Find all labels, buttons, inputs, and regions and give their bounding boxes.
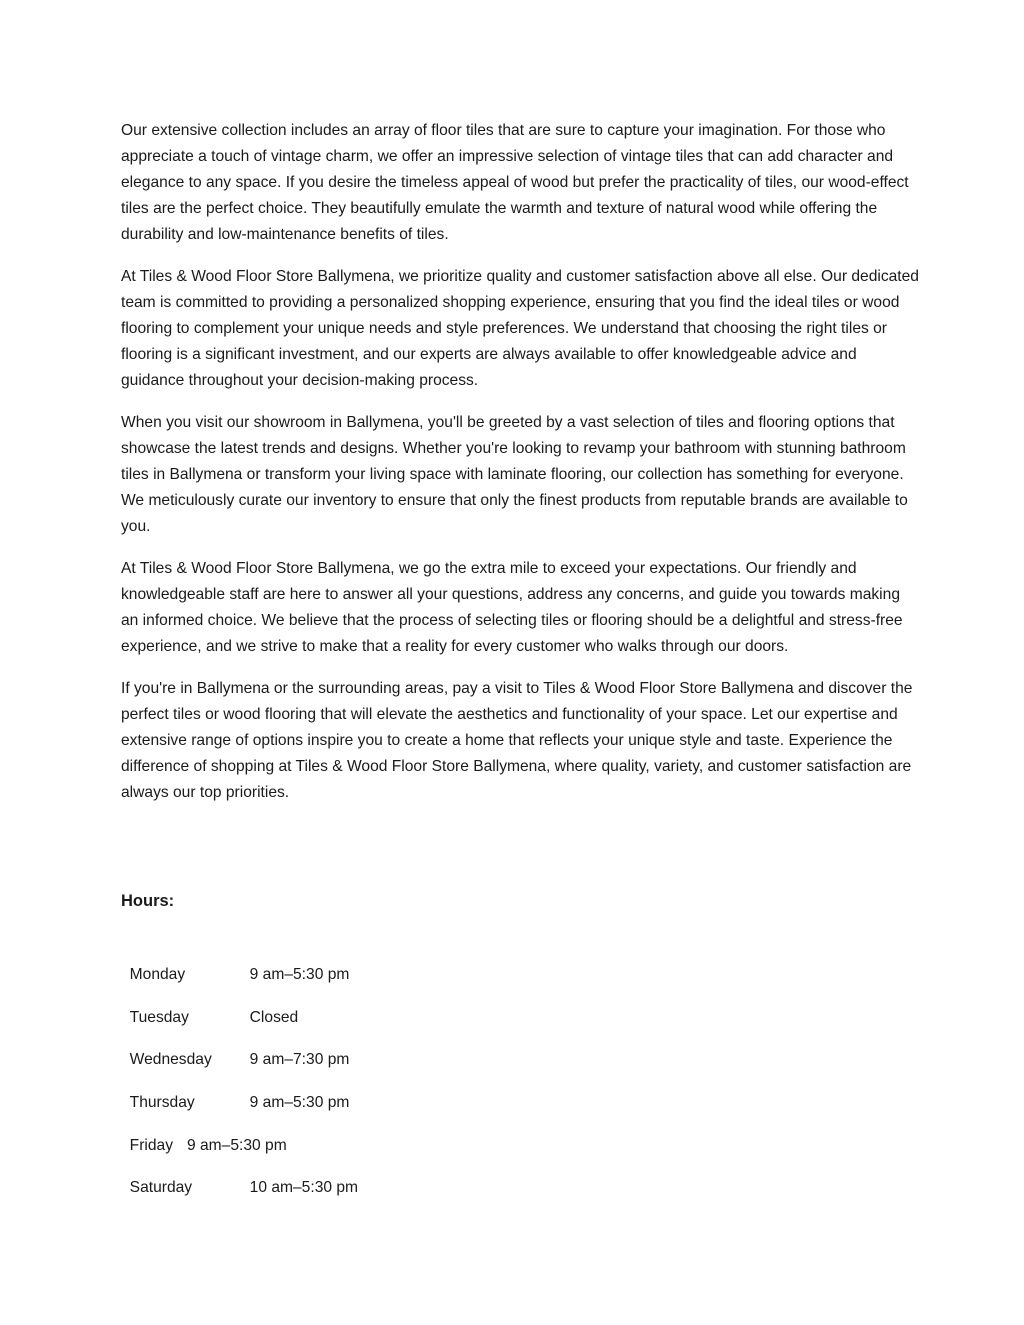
- hours-day: Wednesday: [129, 1051, 212, 1068]
- hours-time: 9 am–7:30 pm: [249, 1051, 350, 1068]
- hours-time: 9 am–5:30 pm: [249, 966, 350, 983]
- hours-day: Tuesday: [129, 1009, 189, 1026]
- paragraph-quality: At Tiles & Wood Floor Store Ballymena, we prioritize quality and customer satisfaction above all else. Our dedicated team is committed to providing a personalized shopping experience, ensuring that you find the ideal tiles or wood flooring to complement your unique needs and style preferences. We understand that choosing the right tiles or flooring is a significant investment, and our experts are always available to offer knowledgeable advice and guidance throughout your decision-making process.: [121, 268, 919, 389]
- paragraph-visit: If you're in Ballymena or the surrounding areas, pay a visit to Tiles & Wood Floor Store Ballymena and discover the perfect tiles or wood flooring that will elevate the aesthetics and functionality of your space. Let our expertise and extensive range of options inspire you to create a home that reflects your unique style and taste. Experience the difference of shopping at Tiles & Wood Floor Store Ballymena, where quality, variety, and customer satisfaction are always our top priorities.: [121, 680, 913, 801]
- hours-time: 10 am–5:30 pm: [249, 1179, 359, 1196]
- paragraph-staff: At Tiles & Wood Floor Store Ballymena, we go the extra mile to exceed your expectations. Our friendly and knowledgeable staff are here to answer all your questions, address any concerns, and guide you towards making an informed choice. We believe that the process of selecting tiles or flooring should be a delightful and stress-free experience, and we strive to make that a reality for every customer who walks through our doors.: [121, 560, 903, 655]
- hours-day: Friday: [129, 1137, 173, 1154]
- hours-day: Thursday: [129, 1094, 195, 1111]
- paragraph-collection: Our extensive collection includes an array of floor tiles that are sure to capture your imagination. For those who appreciate a touch of vintage charm, we offer an impressive selection of vintage tiles that can add character and elegance to any space. If you desire the timeless appeal of wood but prefer the practicality of tiles, our wood-effect tiles are the perfect choice. They beautifully emulate the warmth and texture of natural wood while offering the durability and low-maintenance benefits of tiles.: [121, 122, 909, 243]
- hours-day: Monday: [129, 966, 186, 983]
- hours-time: 9 am–5:30 pm: [187, 1137, 287, 1154]
- hours-heading: Hours:: [121, 892, 175, 910]
- hours-row-saturday: [121, 1149, 358, 1201]
- hours-time: 9 am–5:30 pm: [249, 1094, 350, 1111]
- hours-day: Saturday: [129, 1179, 193, 1196]
- hours-time: Closed: [249, 1009, 299, 1026]
- paragraph-showroom: When you visit our showroom in Ballymena, you'll be greeted by a vast selection of tiles and flooring options that showcase the latest trends and designs. Whether you're looking to revamp your bathroom with stunning bathroom tiles in Ballymena or transform your living space with laminate flooring, our collection has something for everyone. We meticulously curate our inventory to ensure that only the finest products from reputable brands are available to you.: [121, 414, 908, 535]
- document-body: [121, 118, 921, 822]
